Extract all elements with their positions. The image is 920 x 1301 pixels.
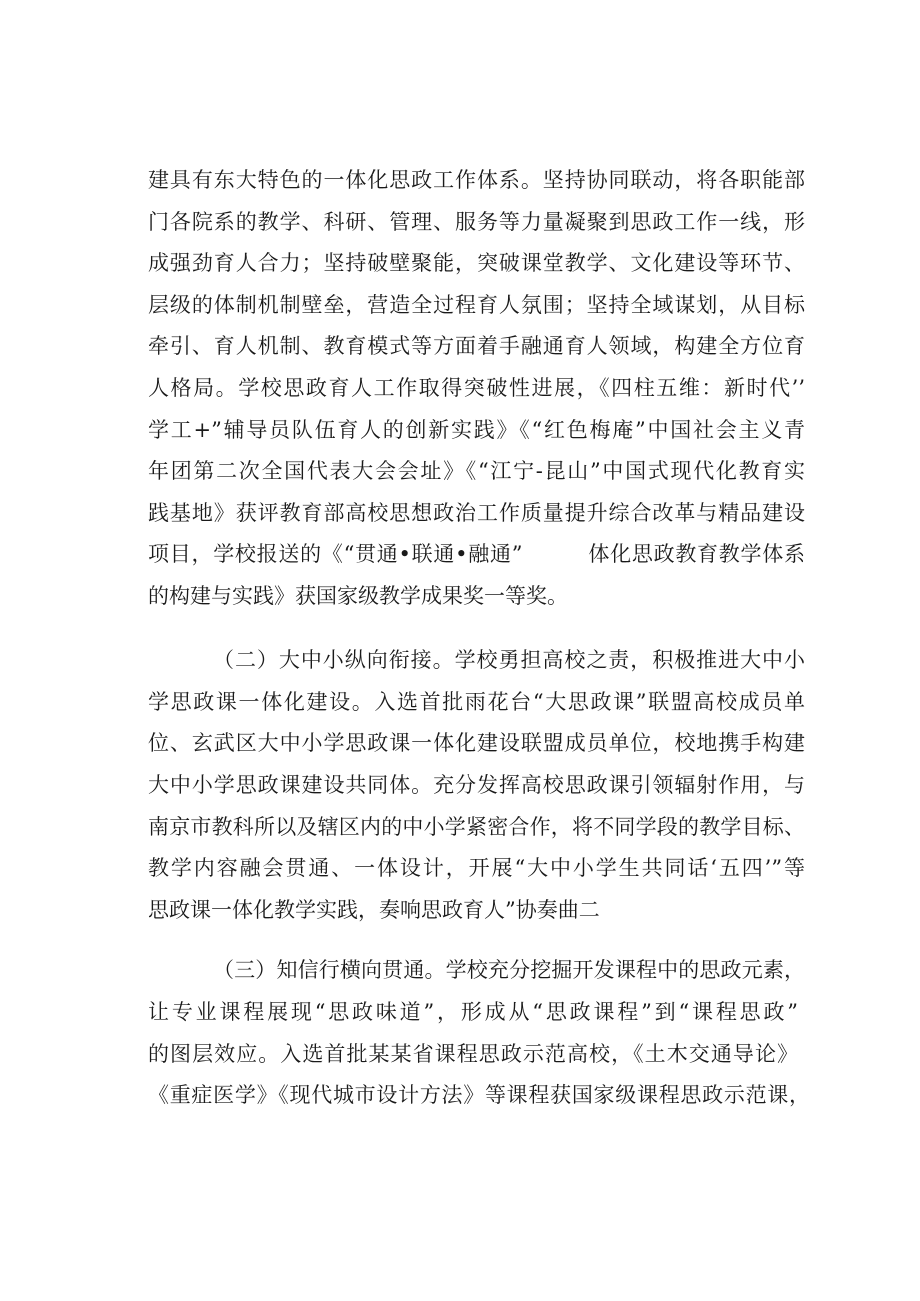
text-line: 项目，学校报送的《“贯通•联通•融通” 体化思政教育教学体系 — [148, 542, 805, 566]
text-line: （三）知信行横向贯通。学校充分挖掘开发课程中的思政元素， — [213, 958, 805, 982]
text-line: 建具有东大特色的一体化思政工作体系。坚持协同联动，将各职能部 — [148, 168, 805, 192]
text-line: 的构建与实践》获国家级教学成果奖一等奖。 — [148, 584, 568, 608]
text-line: 门各院系的教学、科研、管理、服务等力量凝聚到思政工作一线，形 — [148, 210, 805, 234]
text-line: 践基地》获评教育部高校思想政治工作质量提升综合改革与精品建设 — [148, 501, 805, 525]
text-line: 牵引、育人机制、教育模式等方面着手融通育人领域，构建全方位育 — [148, 334, 805, 358]
text-line: 大中小学思政课建设共同体。充分发挥高校思政课引领辐射作用，与 — [148, 773, 805, 797]
text-line: 成强劲育人合力；坚持破壁聚能，突破课堂教学、文化建设等环节、 — [148, 251, 805, 275]
text-line: 学思政课一体化建设。入选首批雨花台“大思政课”联盟高校成员单 — [148, 690, 805, 714]
text-line: 教学内容融会贯通、一体设计，开展“大中小学生共同话‘五四’”等 — [148, 856, 805, 880]
text-line: 思政课一体化教学实践，奏响思政育人”协奏曲二 — [148, 898, 600, 922]
text-line: 层级的体制机制壁垒，营造全过程育人氛围；坚持全域谋划，从目标 — [148, 293, 805, 317]
text-line: 位、玄武区大中小学思政课一体化建设联盟成员单位，校地携手构建 — [148, 731, 805, 755]
text-line: 人格局。学校思政育人工作取得突破性进展，《四柱五维：新时代’’ — [148, 376, 805, 400]
text-line: 南京市教科所以及辖区内的中小学紧密合作，将不同学段的教学目标、 — [148, 815, 805, 839]
text-line: 让专业课程展现“思政味道”，形成从“思政课程”到“课程思政” — [148, 1000, 798, 1024]
text-line: 的图层效应。入选首批某某省课程思政示范高校，《土木交通导论》 — [148, 1042, 798, 1066]
text-line: 学工+”辅导员队伍育人的创新实践》《“红色梅庵”中国社会主义青 — [148, 418, 805, 442]
text-line: 年团第二次全国代表大会会址》《“江宁-昆山”中国式现代化教育实 — [148, 459, 805, 483]
text-line: （二）大中小纵向衔接。学校勇担高校之责，积极推进大中小 — [213, 648, 805, 672]
text-line: 《重症医学》《现代城市设计方法》等课程获国家级课程思政示范课， — [148, 1083, 810, 1107]
